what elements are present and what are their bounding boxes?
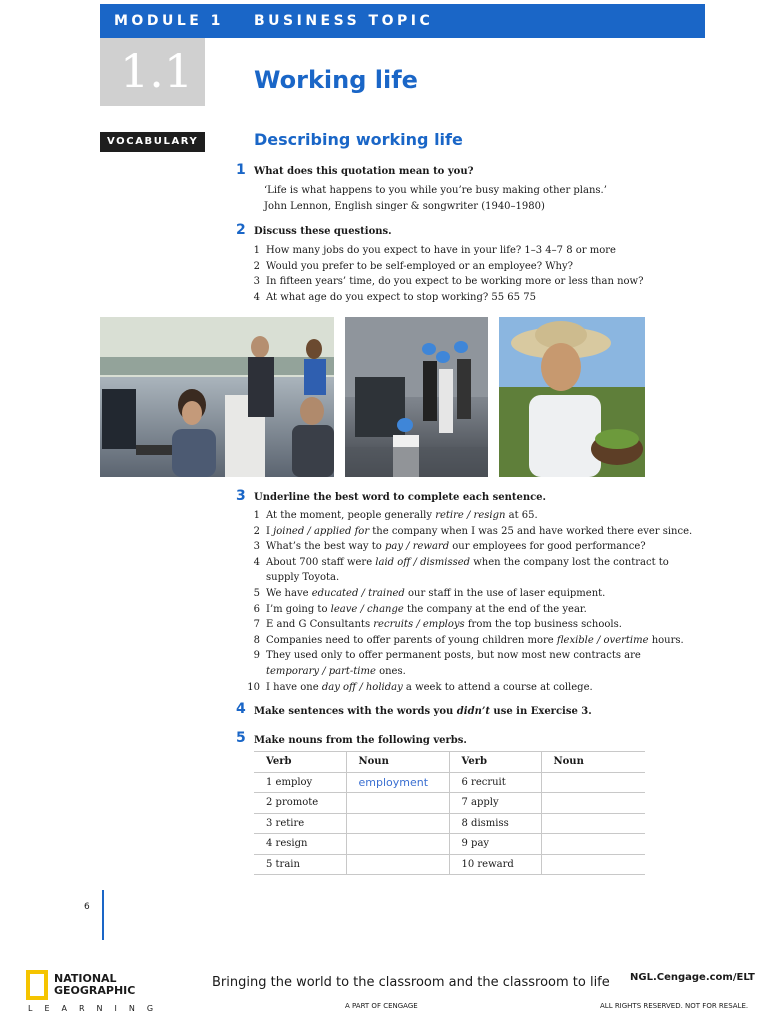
word-choice[interactable]: temporary / part-time: [266, 666, 376, 677]
list-item-number: 5: [253, 588, 260, 599]
exercise-4-heading-emphasis: didn’t: [456, 706, 490, 717]
list-item-number: 1: [253, 245, 260, 256]
list-item-number: 7: [253, 619, 260, 631]
logo-line-3: LEARNING: [28, 1004, 166, 1013]
quotation: ‘Life is what happens to you while you’re busy making other plans.’: [264, 185, 607, 196]
verb-cell: 3 retire: [254, 813, 346, 834]
handwritten-answer: employment: [358, 775, 429, 789]
sentence: [266, 526, 692, 537]
sentence-text: ones.: [375, 666, 406, 677]
publisher-url[interactable]: NGL.Cengage.com/ELT: [630, 972, 755, 983]
noun-answer-cell[interactable]: [346, 772, 449, 793]
sentence-text: What’s the best way to: [266, 541, 385, 553]
page-number: 6: [84, 902, 90, 912]
verb-cell: 2 promote: [254, 793, 346, 814]
list-item-number: 4: [253, 291, 260, 303]
sentence: [266, 541, 646, 552]
noun-answer-cell[interactable]: [346, 854, 449, 875]
rights-notice: ALL RIGHTS RESERVED. NOT FOR RESALE.: [600, 1002, 749, 1010]
sentence-text: Companies need to offer parents of young children more: [266, 634, 557, 646]
table-header-verb: Verb: [254, 752, 346, 773]
exercise-2-number: 2: [236, 222, 246, 238]
sentence-text: our employees for good performance?: [449, 541, 646, 553]
list-item: At what age do you expect to stop working? 55 65 75: [266, 291, 536, 303]
sentence-text: At the moment, people generally: [266, 510, 436, 521]
list-item: How many jobs do you expect to have in your life? 1–3 4–7 8 or more: [266, 245, 616, 256]
sentence: [266, 682, 593, 693]
list-item-number: 8: [253, 634, 260, 646]
verb-cell: 6 recruit: [449, 772, 541, 793]
sentence-text: I’m going to: [266, 603, 331, 615]
sentence: [266, 510, 538, 521]
sentence-text: the company when I was 25 and have worked there ever since.: [369, 525, 693, 537]
sentence-text: the company at the end of the year.: [403, 603, 587, 615]
word-choice[interactable]: educated / trained: [311, 588, 405, 599]
table-row: [254, 854, 645, 875]
word-choice[interactable]: recruits / employs: [373, 619, 465, 631]
list-item-number: 3: [253, 541, 260, 553]
sentence-text: About 700 staff were: [266, 556, 376, 568]
table-header-noun: Noun: [346, 752, 449, 773]
list-item-number: 9: [253, 650, 260, 662]
national-geographic-logo-frame: [26, 970, 48, 1000]
noun-answer-cell[interactable]: [541, 793, 645, 814]
sentence-text: at 65.: [505, 510, 538, 521]
part-of-cengage: A PART OF CENGAGE: [345, 1002, 418, 1010]
sentence-text: hours.: [648, 634, 684, 646]
list-item-number: 4: [253, 556, 260, 568]
word-choice[interactable]: pay / reward: [384, 541, 450, 553]
verb-cell: 5 train: [254, 854, 346, 875]
table-row: [254, 813, 645, 834]
exercise-3-heading: Underline the best word to complete each sentence.: [254, 492, 547, 503]
table-row: [254, 772, 645, 793]
quotation-author: John Lennon, English singer & songwriter (1940–1980): [264, 201, 545, 212]
exercise-1-number: 1: [236, 162, 246, 178]
sentence-text: We have: [266, 588, 312, 599]
module-header-bar: [100, 4, 705, 38]
exercise-4-number: 4: [236, 701, 246, 717]
exercise-4-heading: [254, 706, 592, 717]
sentence-text: from the top business schools.: [464, 619, 622, 631]
sentence: [266, 557, 669, 568]
table-header-verb: Verb: [449, 752, 541, 773]
verb-cell: 9 pay: [449, 834, 541, 855]
exercise-4-heading-end: use in Exercise 3.: [489, 706, 592, 717]
word-choice[interactable]: leave / change: [330, 603, 404, 615]
list-item-number: 2: [253, 525, 260, 537]
table-header-noun: Noun: [541, 752, 645, 773]
page-number-bar: [102, 890, 104, 940]
exercise-2-heading: Discuss these questions.: [254, 226, 392, 237]
factory-photo: [345, 317, 488, 477]
list-item-number: 6: [253, 603, 260, 615]
table-header-row: [254, 752, 645, 773]
sentence: [266, 635, 684, 646]
module-label: MODULE 1: [114, 13, 224, 29]
list-item-number: 10: [247, 681, 260, 693]
list-item-number: 2: [253, 260, 260, 272]
unit-number-box: [100, 38, 205, 106]
noun-answer-cell[interactable]: [541, 813, 645, 834]
logo-line-1: NATIONAL: [54, 972, 117, 985]
word-choice[interactable]: day off / holiday: [321, 681, 403, 693]
sentence-text: supply Toyota.: [266, 572, 340, 584]
sentence: [266, 572, 339, 583]
noun-answer-cell[interactable]: [541, 772, 645, 793]
noun-answer-cell[interactable]: [346, 834, 449, 855]
sentence-text: They used only to offer permanent posts, but now most new contracts are: [266, 650, 641, 662]
verb-cell: 7 apply: [449, 793, 541, 814]
noun-answer-cell[interactable]: [541, 834, 645, 855]
sentence-text: I have one: [266, 681, 322, 693]
topic-label: BUSINESS TOPIC: [254, 13, 434, 29]
exercise-1-heading: What does this quotation mean to you?: [254, 166, 474, 177]
sentence-text: a week to attend a course at college.: [402, 681, 593, 693]
table-row: [254, 793, 645, 814]
sentence: [266, 650, 641, 661]
exercise-3-number: 3: [236, 488, 246, 504]
sentence-text: our staff in the use of laser equipment.: [404, 588, 606, 599]
exercise-5-heading: Make nouns from the following verbs.: [254, 735, 467, 746]
sentence: [266, 619, 622, 630]
list-item: Would you prefer to be self-employed or an employee? Why?: [266, 260, 573, 272]
noun-answer-cell[interactable]: [346, 793, 449, 814]
sentence: [266, 604, 587, 615]
verb-noun-table: [254, 751, 645, 875]
word-choice[interactable]: joined / applied for: [273, 525, 370, 537]
table-row: [254, 834, 645, 855]
exercise-4-heading-start: Make sentences with the words you: [254, 706, 457, 717]
noun-answer-cell[interactable]: [541, 854, 645, 875]
page-title: Working life: [254, 66, 418, 94]
office-photo: [100, 317, 334, 477]
sentence: [266, 588, 605, 599]
verb-cell: 1 employ: [254, 772, 346, 793]
list-item-number: 1: [253, 510, 260, 521]
sentence: [266, 666, 406, 677]
list-item: In fifteen years’ time, do you expect to be working more or less than now?: [266, 276, 644, 287]
publisher-tagline: Bringing the world to the classroom and the classroom to life: [212, 975, 610, 990]
section-label: VOCABULARY: [107, 136, 199, 147]
noun-answer-cell[interactable]: [346, 813, 449, 834]
sentence-text: I: [266, 525, 274, 537]
verb-cell: 8 dismiss: [449, 813, 541, 834]
word-choice[interactable]: retire / resign: [435, 510, 506, 521]
verb-cell: 10 reward: [449, 854, 541, 875]
gardener-photo: [499, 317, 645, 477]
list-item-number: 3: [253, 276, 260, 287]
word-choice[interactable]: laid off / dismissed: [375, 556, 471, 568]
sentence-text: when the company lost the contract to: [470, 556, 669, 568]
section-subtitle: Describing working life: [254, 130, 463, 149]
sentence-text: E and G Consultants: [266, 619, 374, 631]
section-label-box: [100, 132, 205, 152]
word-choice[interactable]: flexible / overtime: [556, 634, 649, 646]
exercise-5-number: 5: [236, 730, 246, 746]
logo-line-2: GEOGRAPHIC: [54, 984, 136, 997]
verb-cell: 4 resign: [254, 834, 346, 855]
unit-number: 1.1: [120, 44, 194, 98]
publisher-logo-text: [54, 973, 135, 997]
